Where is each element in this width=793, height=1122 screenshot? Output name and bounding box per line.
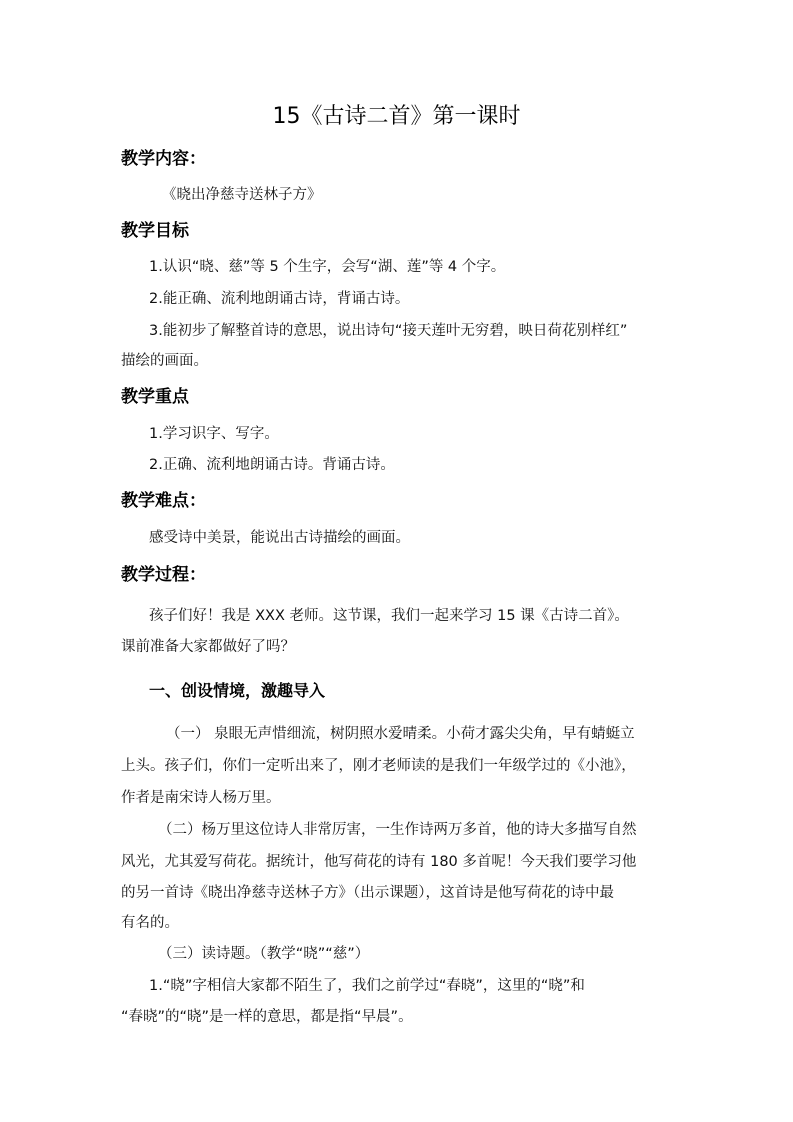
difficulty-text: 感受诗中美景，能说出古诗描绘的画面。 (149, 530, 410, 546)
goal-item-3-cont: 描绘的画面。 (121, 353, 208, 369)
key-point-2: 2.正确、流利地朗诵古诗。背诵古诗。 (149, 457, 395, 473)
para2-line-4: 有名的。 (121, 915, 179, 931)
para1-line-1: （一） 泉眼无声惜细流，树阴照水爱晴柔。小荷才露尖尖角，早有蜻蜓立 (166, 726, 635, 742)
para2-line-2: 风光，尤其爱写荷花。据统计，他写荷花的诗有 180 多首呢！今天我们要学习他 (121, 854, 637, 870)
part1-heading: 一、创设情境，激趣导入 (149, 681, 326, 700)
goal-item-1: 1.认识“晓、慈”等 5 个生字，会写“湖、莲”等 4 个字。 (149, 259, 506, 275)
heading-teaching-content: 教学内容： (121, 149, 206, 169)
para3-text: （三）读诗题。（教学“晓”“慈”） (158, 946, 370, 962)
document-title: 15《古诗二首》第一课时 (272, 104, 521, 129)
teaching-content-text: 《晓出净慈寺送林子方》 (162, 187, 322, 203)
key-point-1: 1.学习识字、写字。 (149, 426, 279, 442)
goal-item-2: 2.能正确、流利地朗诵古诗，背诵古诗。 (149, 291, 410, 307)
para4-line-1: 1.“晓”字相信大家都不陌生了，我们之前学过“春晓”，这里的“晓”和 (149, 978, 585, 994)
intro-line-1: 孩子们好！我是 XXX 老师。这节课，我们一起来学习 15 课《古诗二首》。 (149, 608, 629, 624)
heading-teaching-goals: 教学目标 (121, 221, 189, 241)
para2-line-1: （二）杨万里这位诗人非常厉害，一生作诗两万多首，他的诗大多描写自然 (158, 822, 637, 838)
heading-difficulty: 教学难点： (121, 491, 206, 511)
para4-line-2: “春晓”的“晓”是一样的意思，都是指“早晨”。 (121, 1009, 413, 1025)
goal-item-3: 3.能初步了解整首诗的意思，说出诗句“接天莲叶无穷碧，映日荷花别样红” (149, 323, 628, 339)
heading-key-points: 教学重点 (121, 387, 189, 407)
para2-line-3: 的另一首诗《晓出净慈寺送林子方》（出示课题），这首诗是他写荷花的诗中最 (121, 885, 614, 901)
intro-line-2: 课前准备大家都做好了吗？ (121, 639, 295, 655)
para1-line-2: 上头。孩子们，你们一定听出来了，刚才老师读的是我们一年级学过的《小池》， (121, 758, 636, 774)
heading-process: 教学过程： (121, 565, 206, 585)
para1-line-3: 作者是南宋诗人杨万里。 (121, 790, 281, 806)
